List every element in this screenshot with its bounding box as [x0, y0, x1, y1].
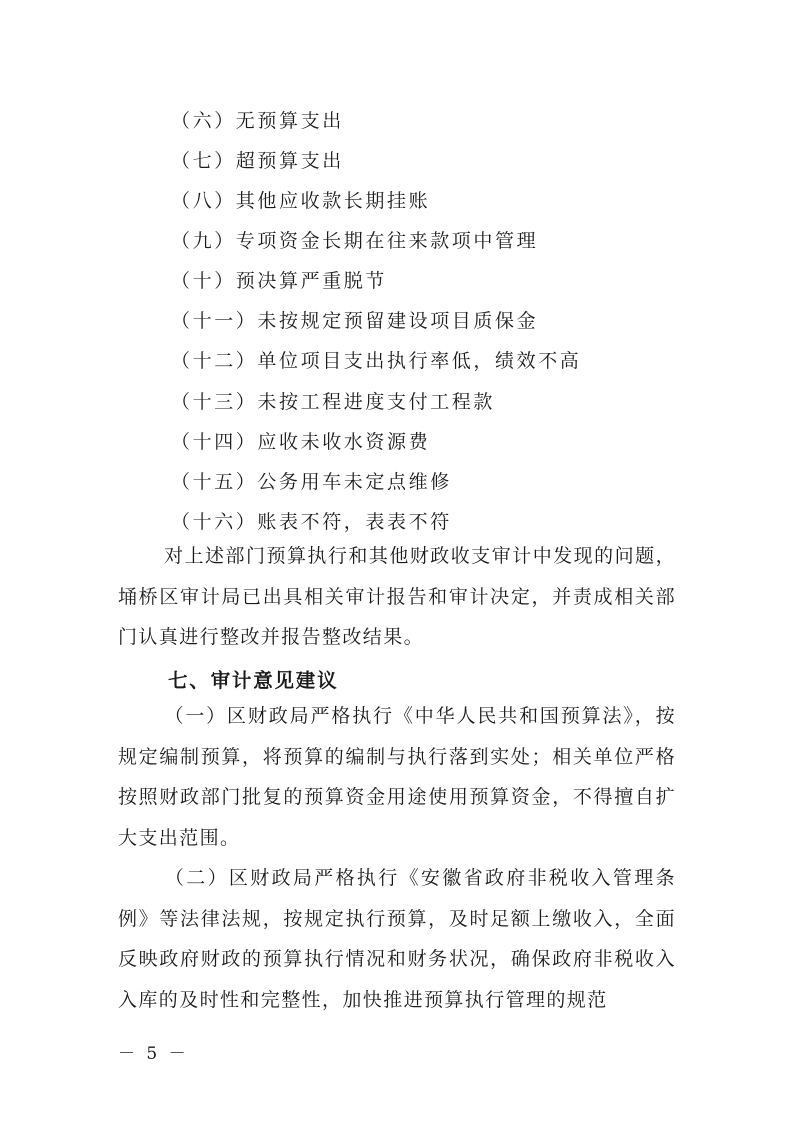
summary-paragraph — [118, 536, 676, 658]
section-heading: 七、审计意见建议 — [168, 669, 339, 692]
suggestion-1-text: （一）区财政局严格执行《中华人民共和国预算法》，按规定编制预算，将预算的编制与执行落到实处；相关单位严格按照财政部门批复的预算资金用途使用预算资金，不得擅自扩大支出范围。 — [118, 705, 676, 849]
list-item-7: （七）超预算支出 — [171, 150, 344, 172]
summary-text: 对上述部门预算执行和其他财政收支审计中发现的问题，埇桥区审计局已出具相关审计报告和审计决定，并责成相关部门认真进行整改并报告整改结果。 — [118, 545, 676, 648]
suggestion-paragraph-2 — [118, 858, 676, 1020]
list-item-13: （十三）未按工程进度支付工程款 — [171, 391, 496, 413]
list-item-14: （十四）应收未收水资源费 — [171, 431, 431, 453]
list-item-6: （六）无预算支出 — [171, 110, 344, 132]
list-item-11: （十一）未按规定预留建设项目质保金 — [171, 310, 539, 332]
list-item-8: （八）其他应收款长期挂账 — [171, 190, 431, 212]
list-item-16: （十六）账表不符，表表不符 — [171, 511, 452, 533]
suggestion-2-text: （二）区财政局严格执行《安徽省政府非税收入管理条例》等法律法规，按规定执行预算，及时足额上缴收入，全面反映政府财政的预算执行情况和财务状况，确保政府非税收入入库的及时性和完整性，加快推进预算执行管理的规范 — [118, 867, 676, 1011]
list-item-10: （十）预决算严重脱节 — [171, 270, 388, 292]
list-item-12: （十二）单位项目支出执行率低，绩效不高 — [171, 350, 582, 372]
suggestion-paragraph-1 — [118, 696, 676, 858]
list-item-9: （九）专项资金长期在往来款项中管理 — [171, 230, 539, 252]
page-number: － 5 － — [118, 1044, 189, 1064]
list-item-15: （十五）公务用车未定点维修 — [171, 471, 452, 493]
